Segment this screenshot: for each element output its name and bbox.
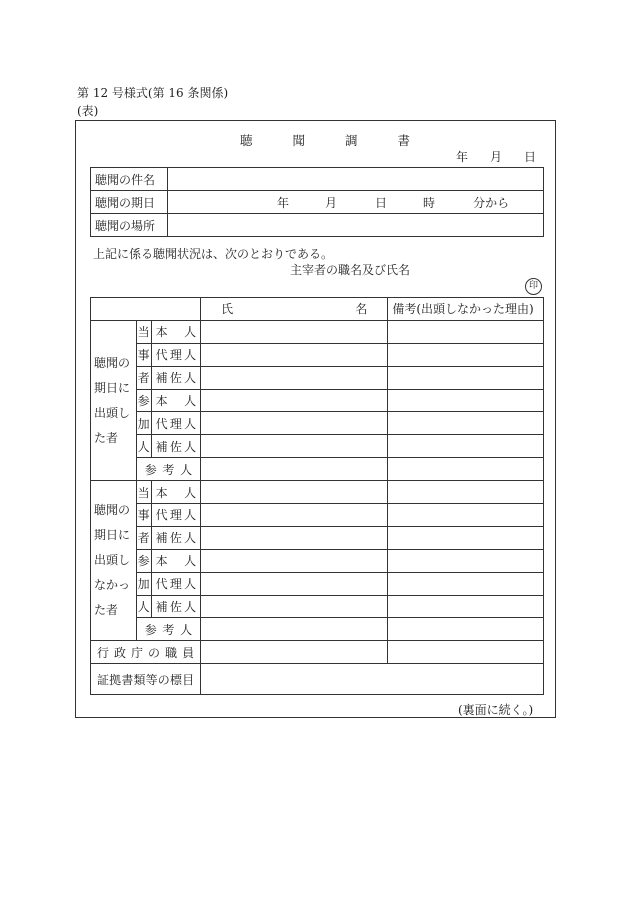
group-line: 期日に [94,380,131,395]
unit-hour: 時 [423,195,436,210]
note-cell[interactable] [388,618,544,641]
table-row [91,595,544,618]
name-cell[interactable] [201,458,388,481]
table-row [91,214,544,237]
subject-field[interactable] [168,168,544,191]
participant-char: 参 [136,549,151,572]
name-cell[interactable] [201,618,388,641]
table-row [91,435,544,458]
party-char: 当 [136,320,151,343]
place-field[interactable] [168,214,544,237]
note-cell[interactable] [388,343,544,366]
note-cell[interactable] [388,435,544,458]
participant-char: 加 [136,412,151,435]
date-day: 日 [524,150,537,164]
note-cell[interactable] [388,572,544,595]
party-char: 当 [136,481,151,504]
presider-label: 主宰者の職名及び氏名 [290,263,411,277]
group-line: た者 [94,603,119,618]
participant-char: 人 [136,595,151,618]
table-row [91,191,544,214]
role-agent: 代理人 [151,504,201,527]
note-cell[interactable] [388,641,544,664]
document-title [240,131,410,149]
note-cell[interactable] [388,458,544,481]
form-number: 第 12 号様式(第 16 条関係) [77,86,229,100]
table-row [91,366,544,389]
party-char: 者 [136,366,151,389]
note-cell[interactable] [388,412,544,435]
name-cell[interactable] [201,572,388,595]
role-agent: 代理人 [151,572,201,595]
table-row [91,504,544,527]
role-reference: 参考人 [136,618,200,641]
table-row [91,526,544,549]
role-assistant: 補佐人 [151,526,201,549]
name-cell[interactable] [201,412,388,435]
participant-char: 人 [136,435,151,458]
place-label: 聴聞の場所 [91,214,168,237]
date-label: 聴聞の期日 [91,191,168,214]
note-cell[interactable] [388,504,544,527]
table-row [91,572,544,595]
party-char: 事 [136,343,151,366]
group-line: 期日に [94,528,131,543]
table-row [91,664,544,695]
party-char: 者 [136,526,151,549]
role-principal: 本 人 [151,389,201,412]
role-principal: 本 人 [151,549,201,572]
name-cell[interactable] [201,389,388,412]
table-row [91,618,544,641]
title-char: 聞 [292,133,306,148]
group-line: 聴聞の [94,355,131,370]
hearing-info-table [90,167,544,237]
role-assistant: 補佐人 [151,595,201,618]
attendance-table [90,297,544,695]
name-cell[interactable] [201,320,388,343]
table-row [91,549,544,572]
hearing-date-field[interactable] [168,191,544,214]
name-cell[interactable] [201,504,388,527]
header-note: 備考(出頭しなかった理由) [388,298,544,321]
name-cell[interactable] [201,641,388,664]
table-row [91,389,544,412]
name-cell[interactable] [201,595,388,618]
group-attended [91,320,137,480]
official-label: 行政庁の職員 [91,641,201,664]
participant-char: 加 [136,572,151,595]
evidence-label: 証拠書類等の標目 [91,664,201,695]
subject-label: 聴聞の件名 [91,168,168,191]
table-row [91,641,544,664]
name-cell[interactable] [201,366,388,389]
party-char: 事 [136,504,151,527]
role-principal: 本 人 [151,320,201,343]
role-agent: 代理人 [151,343,201,366]
role-principal: 本 人 [151,481,201,504]
title-char: 聴 [240,133,253,148]
date-month: 月 [490,150,503,164]
title-char: 書 [397,133,411,148]
participant-char: 参 [136,389,151,412]
name-cell[interactable] [201,435,388,458]
group-line: 出頭し [94,405,131,420]
name-cell[interactable] [201,343,388,366]
note-cell[interactable] [388,595,544,618]
group-absent [91,481,137,641]
note-cell[interactable] [388,526,544,549]
name-cell[interactable] [201,481,388,504]
role-reference: 参考人 [136,458,200,481]
header-name-char: 名 [355,302,368,317]
seal-mark: 印 [525,278,542,295]
group-line: た者 [94,430,119,445]
group-line: 聴聞の [94,503,131,518]
note-cell[interactable] [388,481,544,504]
unit-minute: 分から [473,195,510,210]
table-row [91,168,544,191]
note-cell[interactable] [388,549,544,572]
side-label: (表) [77,104,99,118]
table-row [91,458,544,481]
header-name [201,298,388,321]
table-row [91,343,544,366]
group-line: なかっ [94,578,131,593]
title-char: 調 [345,133,358,148]
unit-month: 月 [325,195,338,210]
unit-day: 日 [375,195,388,210]
header-name-char: 氏 [221,302,234,317]
unit-year: 年 [277,195,290,210]
table-row [91,412,544,435]
table-header-row [91,298,544,321]
evidence-field[interactable] [201,664,544,695]
role-assistant: 補佐人 [151,366,201,389]
role-agent: 代理人 [151,412,201,435]
statement-text: 上記に係る聴聞状況は、次のとおりである。 [93,247,334,261]
group-line: 出頭し [94,553,131,568]
date-year: 年 [456,150,469,164]
note-cell[interactable] [388,320,544,343]
name-cell[interactable] [201,526,388,549]
table-row [91,481,544,504]
document-date [456,148,536,165]
note-cell[interactable] [388,366,544,389]
role-assistant: 補佐人 [151,435,201,458]
note-cell[interactable] [388,389,544,412]
table-row [91,320,544,343]
name-cell[interactable] [201,549,388,572]
header-blank [91,298,201,321]
continued-note: (裏面に続く。) [458,703,534,717]
